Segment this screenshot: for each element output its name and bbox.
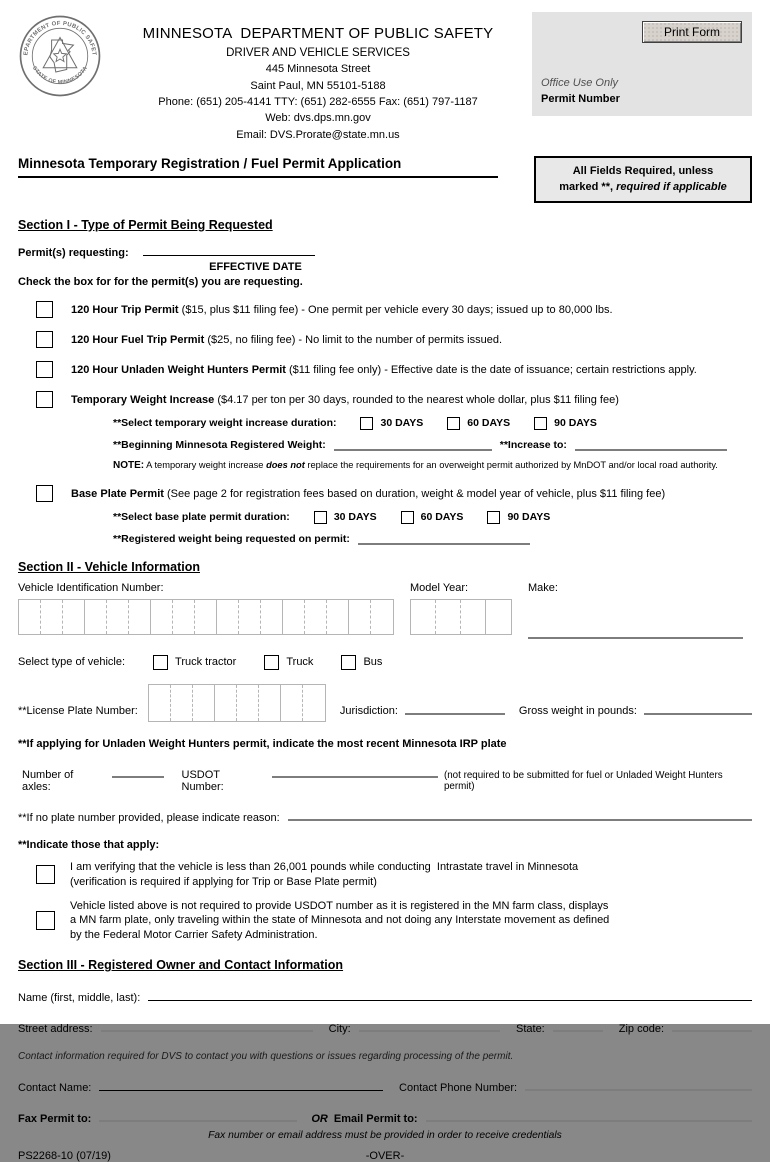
char-cell[interactable] <box>461 600 486 634</box>
title-underline <box>18 156 498 178</box>
permit-number-label: Permit Number <box>541 93 620 105</box>
effective-date-label: EFFECTIVE DATE <box>209 260 302 273</box>
char-cell[interactable] <box>411 600 436 634</box>
make-label: Make: <box>528 581 558 594</box>
checkbox-farm-class[interactable] <box>36 911 55 930</box>
contact-phone-input[interactable] <box>525 1079 752 1091</box>
char-cell[interactable] <box>259 685 281 721</box>
phone-line: Phone: (651) 205-4141 TTY: (651) 282-6555 Fax: (651) 797-1187 <box>158 96 478 109</box>
name-label: Name (first, middle, last): <box>18 992 141 1005</box>
office-use-only-label: Office Use Only <box>541 77 619 89</box>
section2-heading: Section II - Vehicle Information <box>18 559 200 574</box>
char-cell[interactable] <box>261 600 283 634</box>
twi-note: NOTE: A temporary weight increase does not replace the requirements for an overweight permit authorized by MnDOT and/or local road authority. <box>113 459 718 471</box>
char-cell[interactable] <box>85 600 107 634</box>
char-cell[interactable] <box>151 600 173 634</box>
increase-to-label: **Increase to: <box>499 438 567 451</box>
checkbox-twi-60-days[interactable] <box>447 417 460 430</box>
char-cell[interactable] <box>19 600 41 634</box>
char-cell[interactable] <box>173 600 195 634</box>
model-year-label: Model Year: <box>410 581 469 594</box>
checkbox-bp-90-days[interactable] <box>487 511 500 524</box>
street-address-label: Street address: <box>18 1023 93 1036</box>
char-cell[interactable] <box>486 600 511 634</box>
char-cell[interactable] <box>41 600 63 634</box>
required-fields-notice <box>534 156 752 203</box>
base-plate-duration-label: **Select base plate permit duration: <box>113 511 290 524</box>
checkbox-bus[interactable] <box>341 655 356 670</box>
contact-phone-label: Contact Phone Number: <box>399 1082 518 1095</box>
char-cell[interactable] <box>63 600 85 634</box>
checkbox-bp-60-days[interactable] <box>401 511 414 524</box>
permits-requesting-input[interactable] <box>143 243 315 256</box>
char-cell[interactable] <box>281 685 303 721</box>
email-permit-to-input[interactable] <box>426 1110 752 1122</box>
address-line-1: 445 Minnesota Street <box>265 63 371 76</box>
twi-90-days-label: 90 DAYS <box>554 417 597 430</box>
char-cell[interactable] <box>195 600 217 634</box>
increase-to-input[interactable] <box>575 439 727 451</box>
char-cell[interactable] <box>217 600 239 634</box>
char-cell[interactable] <box>371 600 393 634</box>
axles-label: Number of axles: <box>22 768 74 793</box>
char-cell[interactable] <box>349 600 371 634</box>
char-cell[interactable] <box>237 685 259 721</box>
char-cell[interactable] <box>215 685 237 721</box>
no-plate-reason-input[interactable] <box>288 809 752 821</box>
char-cell[interactable] <box>129 600 151 634</box>
division-name: DRIVER AND VEHICLE SERVICES <box>226 46 410 59</box>
base-plate-permit-label: Base Plate Permit (See page 2 for registration fees based on duration, weight & model year of vehicle, plus $11 filing fee) <box>71 487 666 500</box>
agency-name: MINNESOTA DEPARTMENT OF PUBLIC SAFETY <box>142 25 494 42</box>
page-title: Minnesota Temporary Registration / Fuel Permit Application <box>18 155 402 171</box>
twi-duration-label: **Select temporary weight increase duration: <box>113 417 337 430</box>
char-cell[interactable] <box>149 685 171 721</box>
char-cell[interactable] <box>107 600 129 634</box>
form-footer <box>18 1150 752 1162</box>
bp-90-days-label: 90 DAYS <box>507 511 551 524</box>
truck-tractor-label: Truck tractor <box>175 656 237 669</box>
vin-block <box>18 582 394 635</box>
required-notice-line2: marked **, required if applicable <box>559 181 727 194</box>
model-year-block <box>410 582 512 635</box>
email-permit-label: Email Permit to: <box>333 1113 418 1126</box>
checkbox-120-hour-unladen-weight-hunters-permit[interactable] <box>36 361 53 378</box>
char-cell[interactable] <box>436 600 461 634</box>
street-address-input[interactable] <box>101 1020 313 1032</box>
unladen-hunters-permit-label: 120 Hour Unladen Weight Hunters Permit ($11 filing fee only) - Effective date is the date of issuance; certain restrictions apply. <box>71 363 697 376</box>
twi-60-days-label: 60 DAYS <box>467 417 511 430</box>
fax-permit-label: Fax Permit to: <box>18 1113 92 1126</box>
contact-name-label: Contact Name: <box>18 1082 92 1095</box>
bp-30-days-label: 30 DAYS <box>333 511 377 524</box>
zip-code-label: Zip code: <box>618 1023 664 1036</box>
vehicle-type-label: Select type of vehicle: <box>18 656 126 669</box>
checkbox-truck-tractor[interactable] <box>153 655 168 670</box>
license-plate-grid[interactable] <box>148 684 326 722</box>
gross-weight-input[interactable] <box>644 703 752 715</box>
email-line: Email: DVS.Prorate@state.mn.us <box>236 128 400 141</box>
city-input[interactable] <box>359 1020 500 1032</box>
char-cell[interactable] <box>327 600 349 634</box>
weight-verification-text: I am verifying that the vehicle is less than 26,001 pounds while conducting Intrastate travel in Minnesota (verification is required if applying for Trip or Base Plate permit) <box>70 860 579 888</box>
permits-requesting-label: Permit(s) requesting: <box>18 246 129 259</box>
check-instruction: Check the box for for the permit(s) you are requesting. <box>18 275 303 288</box>
number-of-axles-input[interactable] <box>112 766 163 778</box>
checkbox-truck[interactable] <box>264 655 279 670</box>
state-input[interactable] <box>553 1020 603 1032</box>
web-line: Web: dvs.dps.mn.gov <box>265 112 371 125</box>
svg-text:STATE OF MINNESOTA <box>31 65 89 85</box>
agency-address-block <box>104 12 532 142</box>
checkbox-base-plate-permit[interactable] <box>36 485 53 502</box>
checkbox-weight-verification[interactable] <box>36 865 55 884</box>
form-number: PS2268-10 (07/19) <box>18 1150 111 1162</box>
registered-weight-label: **Registered weight being requested on permit: <box>113 532 350 545</box>
checkbox-twi-30-days[interactable] <box>360 417 373 430</box>
bp-60-days-label: 60 DAYS <box>420 511 464 524</box>
usdot-note: (not required to be submitted for fuel or Unladed Weight Hunters permit) <box>443 769 723 792</box>
credentials-note: Fax number or email address must be provided in order to receive credentials <box>208 1130 562 1142</box>
fuel-trip-permit-label: 120 Hour Fuel Trip Permit ($25, no filing fee) - No limit to the number of permits issued. <box>71 333 503 346</box>
jurisdiction-input[interactable] <box>405 703 505 715</box>
contact-note: Contact information required for DVS to contact you with questions or issues regarding processing of the permit. <box>18 1051 514 1063</box>
svg-text:DEPARTMENT OF PUBLIC SAFETY <box>18 14 97 56</box>
make-block <box>528 582 752 639</box>
char-cell[interactable] <box>303 685 325 721</box>
indicate-apply-label: **Indicate those that apply: <box>18 838 160 851</box>
city-label: City: <box>328 1023 351 1036</box>
over-label: -OVER- <box>365 1150 405 1162</box>
farm-class-text: Vehicle listed above is not required to provide USDOT number as it is registered in the MN farm class, displays a MN farm plate, only traveling within the state of Minnesota and not doing any Interstate movement as defined by the Federal Motor Carrier Safety Administration. <box>70 899 610 942</box>
checkbox-bp-30-days[interactable] <box>314 511 327 524</box>
checkbox-temporary-weight-increase[interactable] <box>36 391 53 408</box>
fax-permit-to-input[interactable] <box>99 1110 297 1122</box>
beginning-weight-label: **Beginning Minnesota Registered Weight: <box>113 438 326 451</box>
twi-30-days-label: 30 DAYS <box>380 417 424 430</box>
char-cell[interactable] <box>305 600 327 634</box>
seal-top-text: EPARTMENT OF PUBLIC SAFET <box>23 20 97 57</box>
required-notice-line1: All Fields Required, unless <box>572 164 714 177</box>
jurisdiction-label: Jurisdiction: <box>339 704 398 717</box>
zip-code-input[interactable] <box>672 1020 752 1032</box>
address-line-2: Saint Paul, MN 55101-5188 <box>250 79 386 92</box>
model-year-grid[interactable] <box>410 599 512 635</box>
vin-grid[interactable] <box>18 599 394 635</box>
vin-label: Vehicle Identification Number: <box>18 581 164 594</box>
checkbox-120-hour-fuel-trip-permit[interactable] <box>36 331 53 348</box>
checkbox-twi-90-days[interactable] <box>534 417 547 430</box>
truck-label: Truck <box>286 656 314 669</box>
license-plate-label: **License Plate Number: <box>18 704 138 717</box>
irp-note: **If applying for Unladen Weight Hunters permit, indicate the most recent Minnesota IRP plate <box>18 737 507 750</box>
contact-name-input[interactable] <box>99 1078 383 1091</box>
usdot-number-input[interactable] <box>272 766 438 778</box>
form-header <box>18 12 752 142</box>
gross-weight-label: Gross weight in pounds: <box>518 704 637 717</box>
char-cell[interactable] <box>283 600 305 634</box>
section1-heading: Section I - Type of Permit Being Requested <box>18 217 273 232</box>
beginning-weight-input[interactable] <box>334 439 492 451</box>
state-seal-icon <box>18 12 104 101</box>
trip-permit-label: 120 Hour Trip Permit ($15, plus $11 filing fee) - One permit per vehicle every 30 days; issued up to 80,000 lbs. <box>71 303 613 316</box>
section3-heading: Section III - Registered Owner and Contact Information <box>18 958 344 973</box>
or-label: OR <box>311 1113 328 1126</box>
checkbox-120-hour-trip-permit[interactable] <box>36 301 53 318</box>
temporary-weight-increase-label: Temporary Weight Increase ($4.17 per ton per 30 days, rounded to the nearest whole dollar, plus $11 filing fee) <box>71 393 619 406</box>
bus-label: Bus <box>363 656 383 669</box>
name-input[interactable] <box>148 988 752 1001</box>
char-cell[interactable] <box>193 685 215 721</box>
char-cell[interactable] <box>171 685 193 721</box>
state-label: State: <box>516 1023 545 1036</box>
office-use-box <box>532 12 752 116</box>
seal-bottom-text: STATE OF MINNESOTA <box>30 65 90 86</box>
char-cell[interactable] <box>239 600 261 634</box>
no-plate-reason-label: **If no plate number provided, please indicate reason: <box>18 811 280 824</box>
make-input[interactable] <box>528 627 743 639</box>
print-form-button[interactable]: Print Form <box>642 21 742 43</box>
usdot-label: USDOT Number: <box>181 768 224 793</box>
registered-weight-input[interactable] <box>358 533 530 545</box>
